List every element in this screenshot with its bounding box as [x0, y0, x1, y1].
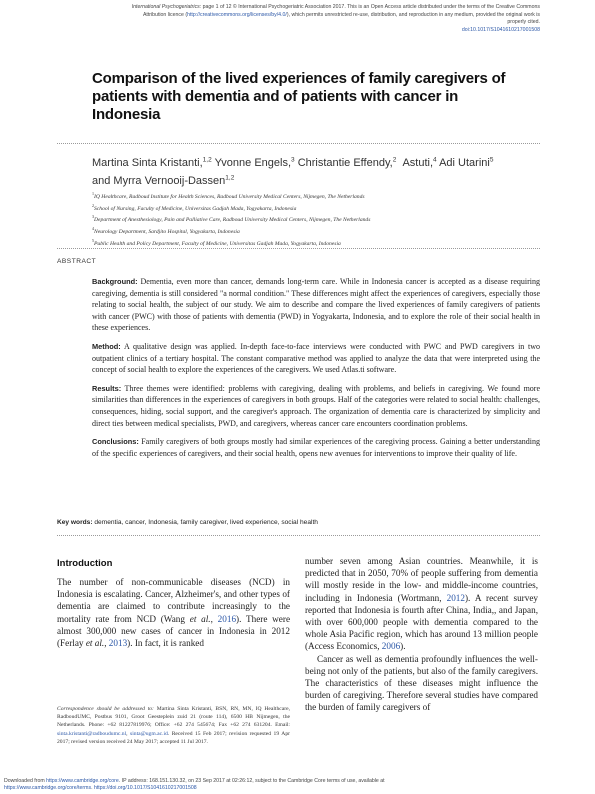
header-meta-line1: : page 1 of 12 © International Psychogeriatric Association 2017. This is an Open Access article distributed under the terms of the Creative Commons [199, 4, 540, 10]
intro-right-column [305, 555, 538, 714]
keywords-text: dementia, cancer, Indonesia, family caregiver, lived experience, social health [94, 519, 318, 526]
author: Adi Utarini$^5$ [439, 156, 494, 169]
author: Yvonne Engels,$^3$ [214, 156, 295, 169]
header-meta-line2-post: ), which permits unrestricted re-use, distribution, and reproduction in any medium, provided the original work is [286, 11, 540, 18]
abstract-method: Method: A qualitative design was applied. In-depth face-to-face interviews were conducted with PWC and PWD caregivers in two outpatient clinics of a tertiary hospital. The constant comparative method was applied to analyze the data that were interpreted using the concept of social health to explore the experiences of the caregivers. We used Atlas.ti software. [92, 341, 540, 375]
correspondence-note: Correspondence should be addressed to: Martina Sinta Kristanti, BSN, RN, MN, IQ Healthcare, RadboudUMC, Postbus 9101, Groot Geesteplein zuid 21 (route 114), 6500 HB Nijmegen, the Netherlands. Phone: +62 81227819976; Office: +62 274 545674; Fax +62 274 631204. Email: sinta.kristanti@radboudumc.nl, sinta@ugm.ac.id. Received 15 Feb 2017; revision requested 19 Apr 2017; revised version received 24 May 2017; accepted 11 Jul 2017. [57, 706, 290, 745]
abstract-background: Background: Dementia, even more than cancer, demands long-term care. While in Indonesia cancer is accepted as a disease requiring caregiving, dementia is still considered "a normal condition." These differences might affect the experiences of caregivers, especially those relating to social health, the subject of our study. We aim to describe and compare the lived experiences of family caregivers of patients with cancer (PWC) with those of patients with dementia (PWD) in Yogyakarta, Indonesia, and to explore the role of their social health in these experiences. [92, 277, 541, 333]
intro-paragraph: The number of non-communicable diseases (NCD) in Indonesia is escalating. Cancer, Alzheimer's, and other types of dementia are claimed to contribute increasingly to the mortality rate from NCD (Wang et al., 2016). There were almost 300,000 new cases of cancer in Indonesia in 2012 (Ferlay et al., 2013). In fact, it is ranked [57, 577, 291, 649]
citation-link[interactable]: 2016 [217, 613, 237, 624]
author-list [92, 152, 552, 189]
intro-paragraph: number seven among Asian countries. Meanwhile, it is predicted that in 2050, 70% of people suffering from dementia will mostly reside in the low- and middle-income countries, including in Indonesia (Wortmann, 2012). A recent survey reported that Indonesia is fourth after China, India,, and Japan, with over 600,000 people with dementia compared to the whole Asia Pacific region, which has around 13 million people (Access Economics, 2006). [305, 556, 538, 652]
affiliation-list [92, 190, 542, 248]
divider [57, 535, 540, 536]
abstract-body [92, 276, 540, 466]
journal-header [70, 4, 540, 34]
email-link[interactable]: sinta.kristanti@radboudumc.nl [57, 730, 127, 737]
affiliation: $^2$School of Nursing, Faculty of Medicine, Universitas Gadjah Mada, Yogyakarta, Indonesia [92, 202, 297, 212]
conclusions-label: Conclusions: [92, 437, 139, 447]
background-label: Background: [92, 277, 138, 286]
journal-name: International Psychogeriatrics [131, 4, 200, 10]
header-meta-line3: properly cited. [507, 19, 540, 26]
author: Astuti,$^4$ [402, 156, 437, 169]
header-meta-line2-pre: Attribution licence ( [142, 11, 188, 18]
affiliation: $^5$Public Health and Policy Department, Faculty of Medicine, Universitas Gadjah Mada, Yogyakarta, Indonesia [92, 237, 341, 247]
author: and Myrra Vernooij-Dassen$^{1,2}$ [92, 174, 235, 188]
keywords-label: Key words: [57, 519, 93, 526]
method-label: Method: [92, 341, 121, 351]
doi-link[interactable]: doi:10.1017/S1041610217001508 [461, 26, 540, 33]
section-heading-introduction: Introduction [57, 558, 113, 569]
affiliation: $^4$Neurology Department, Sardjito Hospital, Yogyakarta, Indonesia [92, 225, 240, 235]
abstract-conclusions: Conclusions: Family caregivers of both groups mostly had similar experiences of the caregiving process. Gaining a better understanding of the specific experiences of caregivers, and their social health, opens new avenues for interventions to improve their quality of life. [92, 437, 540, 458]
keywords [57, 519, 540, 526]
doi-footer-link[interactable]: https://doi.org/10.1017/S1041610217001508 [93, 785, 197, 792]
intro-left-column [57, 576, 290, 649]
citation-link[interactable]: 2006 [381, 641, 401, 652]
divider [57, 143, 540, 144]
affiliation: $^3$Department of Anesthesiology, Pain and Palliative Care, Radboud University Medical Centers, Nijmegen, The Netherlands [92, 214, 371, 224]
results-label: Results: [92, 383, 122, 393]
citation-link[interactable]: 2012 [446, 592, 465, 603]
divider [57, 248, 540, 249]
citation-link[interactable]: 2013 [108, 638, 128, 649]
intro-paragraph: Cancer as well as dementia profoundly influences the well-being not only of the patients, but also of the family caregivers. The characteristics of these diseases might influence the burden of caregiving. Therefore several studies have compared the burden of family caregivers of [305, 653, 538, 713]
abstract-results: Results: Three themes were identified: problems with caregiving, dealing with problems, and beliefs in caregiving. We found more similarities than differences in the experiences of caregivers in both groups. Half of the categories were related to social health: challenges, consequences, hiding, social support, and the caregiver's approach. The organization of dementia care is characterized by simplicity and direct ties between medical specialists, PWD, and caregivers, whereas cancer care encounters coordination problems. [92, 383, 541, 428]
abstract-heading: ABSTRACT [57, 258, 97, 265]
author: Christantie Effendy,$^2$ [297, 156, 397, 169]
download-footer: Downloaded from https://www.cambridge.org/core. IP address: 168.151.130.32, on 23 Sep 2017 at 02:26:12, subject to the Cambridge Core terms of use, available at https://www.cambridge.org/core/terms. https://doi.org/10.1017/S1041610217001508 [4, 778, 385, 792]
author: Martina Sinta Kristanti,$^{1,2}$ [92, 156, 212, 169]
email-link[interactable]: sinta@ugm.ac.id [130, 730, 168, 737]
article-title: Comparison of the lived experiences of family caregivers of patients with dementia and of patients with cancer in Indonesia [92, 70, 506, 123]
affiliation: $^1$IQ Healthcare, Radboud Institute for Health Sciences, Radboud University Medical Centers, Nijmegen, The Netherlands [92, 191, 365, 200]
license-link[interactable]: http://creativecommons.org/licenses/by/4.0/ [187, 11, 287, 18]
cambridge-core-link[interactable]: https://www.cambridge.org/core [46, 778, 119, 784]
terms-link[interactable]: https://www.cambridge.org/core/terms [4, 785, 92, 792]
